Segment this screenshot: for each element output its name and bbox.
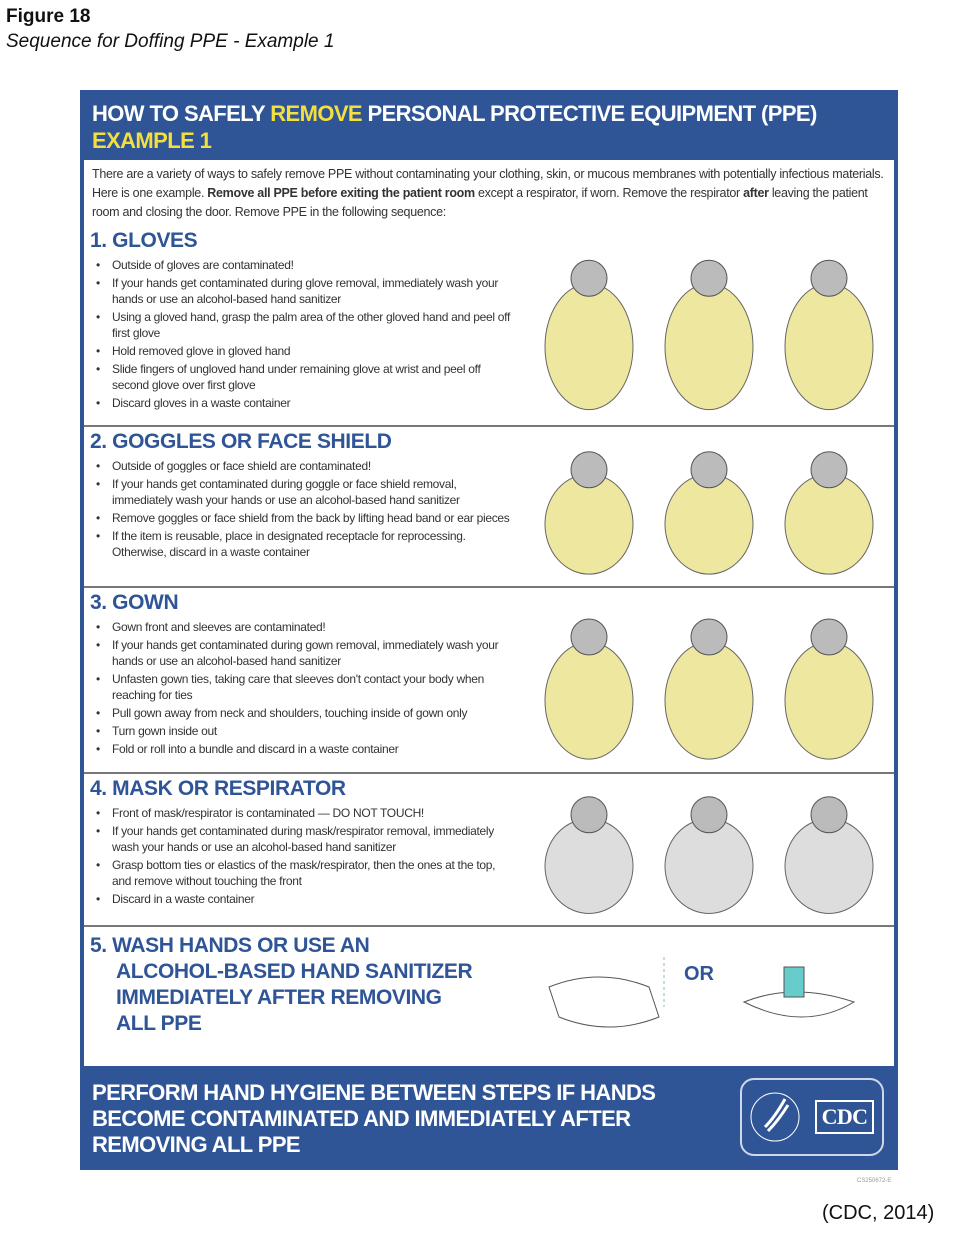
title-text: HOW TO SAFELY: [92, 101, 271, 126]
section-title: 1. GLOVES: [90, 229, 198, 252]
list-item: • If your hands get contaminated during gown removal, immediately wash your hands or use an alcohol-based hand sanitizer: [94, 637, 514, 669]
section-title: 4. MASK OR RESPIRATOR: [90, 777, 346, 800]
title-highlight: REMOVE: [270, 101, 362, 126]
hand-washing-illustration: [539, 947, 699, 1047]
citation: (CDC, 2014): [822, 1202, 935, 1224]
list-item: • Gown front and sleeves are contaminated!: [94, 619, 514, 635]
list-item: • Unfasten gown ties, taking care that sleeves don't contact your body when reaching for ties: [94, 671, 514, 703]
section-title: 2. GOGGLES OR FACE SHIELD: [90, 430, 392, 453]
list-item: • Grasp bottom ties or elastics of the mask/respirator, then the ones at the top, and remove without touching the front: [94, 857, 514, 889]
list-item: • Outside of gloves are contaminated!: [94, 257, 514, 273]
step-illustration: [524, 433, 884, 580]
poster-footer: [84, 1066, 894, 1166]
figure-caption: Sequence for Doffing PPE - Example 1: [6, 31, 335, 52]
section-2: [84, 425, 894, 586]
cdc-logo: CDC: [740, 1078, 884, 1156]
intro-text: There are a variety of ways to safely remove PPE without contaminating your clothing, skin, or mucous membranes with potentially infectious materials. Here is one example. Remove all PPE before exiting the patient room except a respirator, if worn. Remove the respirator after leaving the patient room and closing the door. Remove PPE in the following sequence:: [92, 167, 884, 219]
list-item: • Pull gown away from neck and shoulders, touching inside of gown only: [94, 705, 514, 721]
step-illustration: [524, 780, 884, 919]
list-item: • Using a gloved hand, grasp the palm area of the other gloved hand and peel off first glove: [94, 309, 514, 341]
list-item: • If your hands get contaminated during goggle or face shield removal, immediately wash your hands or use an alcohol-based hand sanitizer: [94, 476, 514, 508]
figure-label: Figure 18: [6, 6, 91, 27]
list-item: • Discard gloves in a waste container: [94, 395, 514, 411]
poster-header: [84, 94, 894, 160]
section-title: 3. GOWN: [90, 591, 179, 614]
title-text-end: PERSONAL PROTECTIVE EQUIPMENT (PPE): [361, 101, 817, 126]
poster-subtitle: EXAMPLE 1: [92, 128, 212, 153]
ppe-poster: [80, 90, 898, 1170]
list-item: • Slide fingers of ungloved hand under remaining glove at wrist and peel off second glove over first glove: [94, 361, 514, 393]
list-item: • Hold removed glove in gloved hand: [94, 343, 514, 359]
list-item: • If your hands get contaminated during glove removal, immediately wash your hands or use an alcohol-based hand sanitizer: [94, 275, 514, 307]
instruction-list: [94, 458, 514, 560]
or-label: OR: [684, 963, 714, 985]
section-1: [84, 226, 894, 425]
footer-text: PERFORM HAND HYGIENE BETWEEN STEPS IF HANDS BECOME CONTAMINATED AND IMMEDIATELY AFTER REMOVING ALL PPE: [92, 1080, 656, 1157]
document-code: CS250672-E: [857, 1178, 892, 1184]
section-4: [84, 772, 894, 925]
list-item: • Remove goggles or face shield from the back by lifting head band or ear pieces: [94, 510, 514, 526]
hand-sanitizer-illustration: [734, 942, 874, 1042]
instruction-list: [94, 619, 514, 757]
instruction-list: [94, 257, 514, 411]
step-illustration: [524, 232, 884, 417]
list-item: • Front of mask/respirator is contaminated — DO NOT TOUCH!: [94, 805, 514, 821]
section-3: [84, 586, 894, 772]
section-wash-hands: 5. WASH HANDS OR USE AN ALCOHOL-BASED HAND SANITIZER IMMEDIATELY AFTER REMOVING ALL PPE OR: [84, 925, 894, 1065]
step-illustration: [524, 594, 884, 766]
list-item: • If the item is reusable, place in designated receptacle for reprocessing. Otherwise, discard in a waste container: [94, 528, 514, 560]
list-item: • Turn gown inside out: [94, 723, 514, 739]
list-item: • Discard in a waste container: [94, 891, 514, 907]
hhs-eagle-icon: [750, 1087, 800, 1147]
list-item: • If your hands get contaminated during mask/respirator removal, immediately wash your hands or use an alcohol-based hand sanitizer: [94, 823, 514, 855]
list-item: • Fold or roll into a bundle and discard in a waste container: [94, 741, 514, 757]
list-item: • Outside of goggles or face shield are contaminated!: [94, 458, 514, 474]
instruction-list: [94, 805, 514, 907]
